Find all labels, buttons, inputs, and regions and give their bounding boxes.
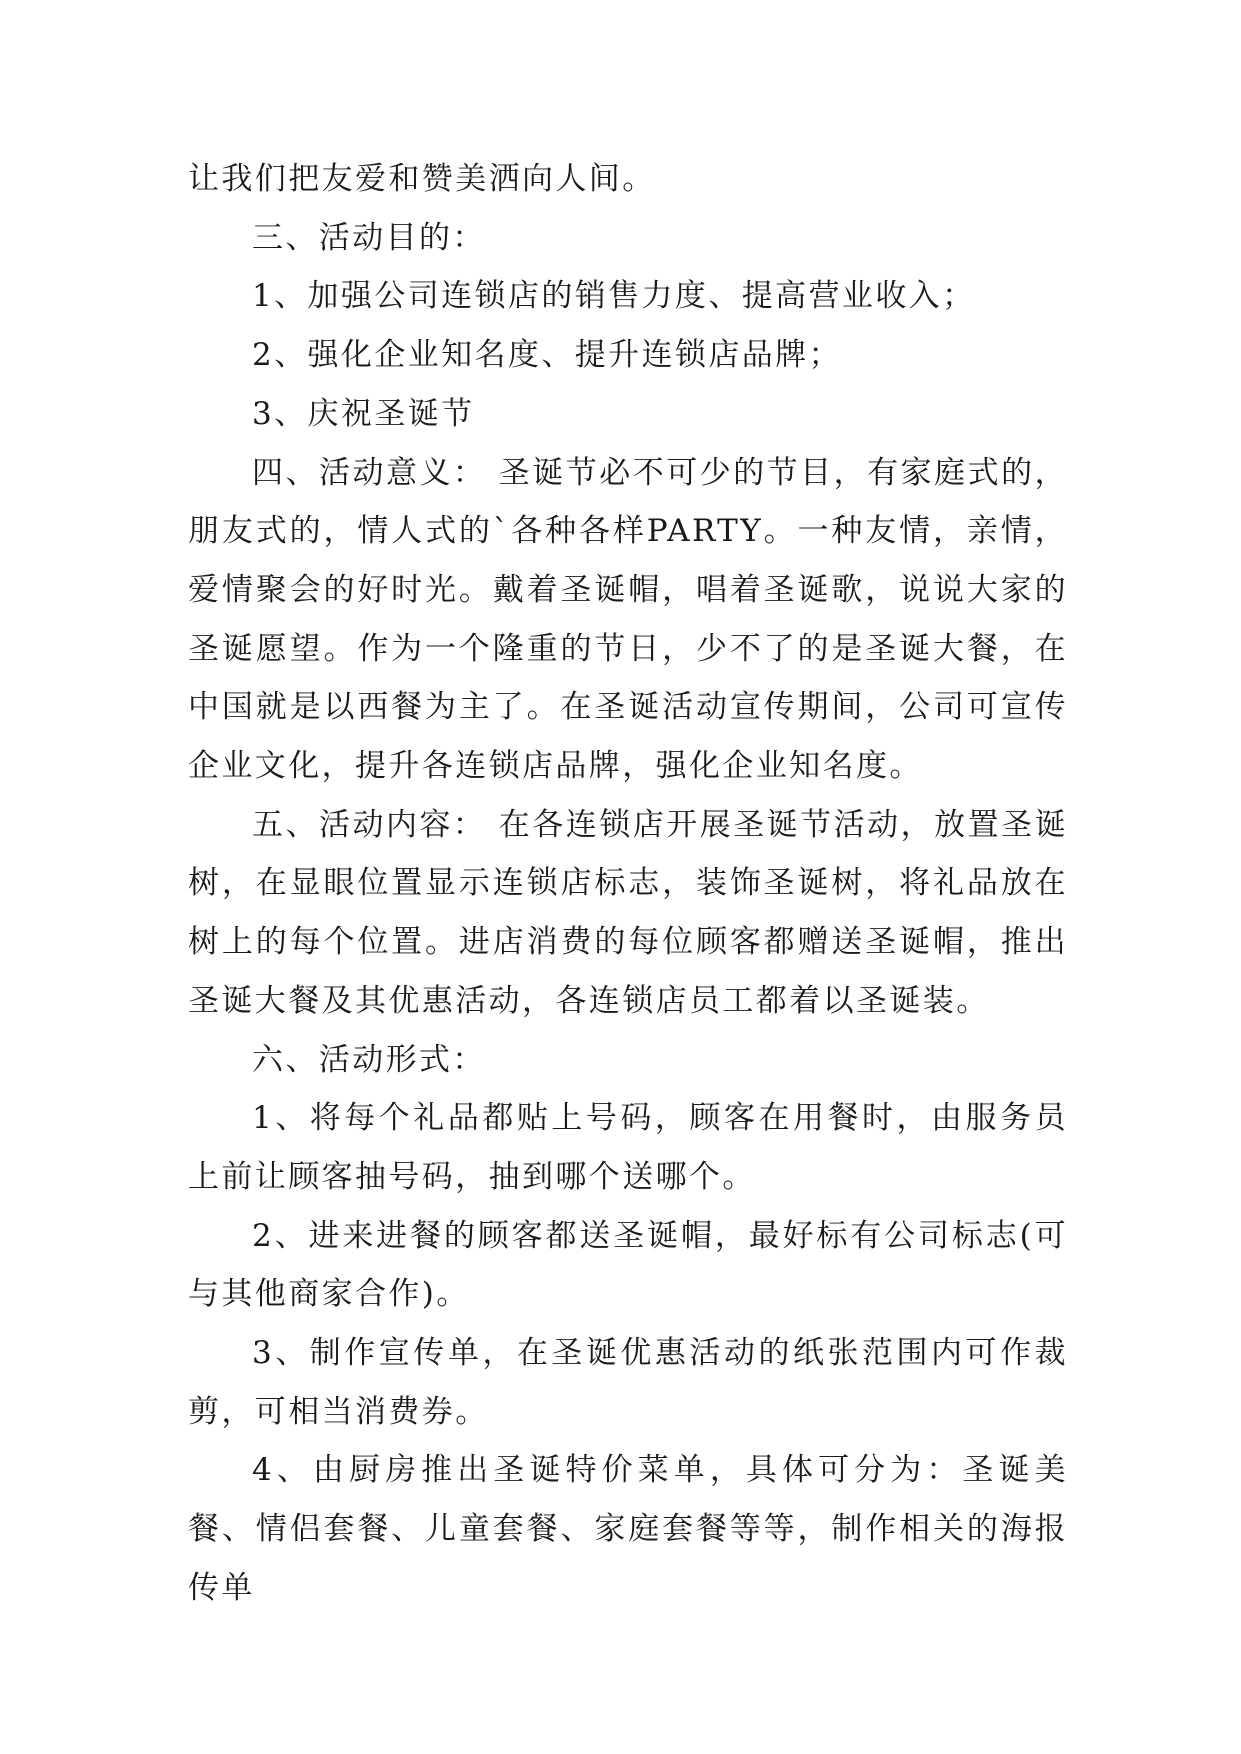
form-item-4: 4、由厨房推出圣诞特价菜单，具体可分为：圣诞美餐、情侣套餐、儿童套餐、家庭套餐等等，制作相关的海报传单 — [188, 1452, 1068, 1606]
form-item-3: 3、制作宣传单，在圣诞优惠活动的纸张范围内可作裁剪，可相当消费券。 — [188, 1335, 1068, 1430]
form-item-1: 1、将每个礼品都贴上号码，顾客在用餐时，由服务员上前让顾客抽号码，抽到哪个送哪个。 — [188, 1100, 1068, 1195]
paragraph-activity-significance: 四、活动意义： 圣诞节必不可少的节目，有家庭式的，朋友式的，情人式的`各种各样PARTY。一种友情，亲情，爱情聚会的好时光。戴着圣诞帽，唱着圣诞歌，说说大家的圣诞愿望。作为一个隆重的节日，少不了的是圣诞大餐，在中国就是以西餐为主了。在圣诞活动宣传期间，公司可宣传企业文化，提升各连锁店品牌，强化企业知名度。 — [188, 454, 1068, 785]
heading-activity-purpose: 三、活动目的： — [252, 219, 486, 256]
purpose-item-3: 3、庆祝圣诞节 — [252, 395, 475, 432]
form-item-2: 2、进来进餐的顾客都送圣诞帽，最好标有公司标志(可与其他商家合作)。 — [188, 1217, 1068, 1313]
paragraph-activity-content: 五、活动内容： 在各连锁店开展圣诞节活动，放置圣诞树，在显眼位置显示连锁店标志，装饰圣诞树，将礼品放在树上的每个位置。进店消费的每位顾客都赠送圣诞帽，推出圣诞大餐及其优惠活动，各连锁店员工都着以圣诞装。 — [188, 806, 1068, 1019]
heading-activity-form: 六、活动形式： — [252, 1041, 486, 1078]
paragraph-continuation: 让我们把友爱和赞美洒向人间。 — [188, 161, 656, 197]
document-page — [188, 150, 1068, 1618]
purpose-item-1: 1、加强公司连锁店的销售力度、提高营业收入； — [252, 278, 976, 315]
purpose-item-2: 2、强化企业知名度、提升连锁店品牌； — [252, 337, 842, 374]
